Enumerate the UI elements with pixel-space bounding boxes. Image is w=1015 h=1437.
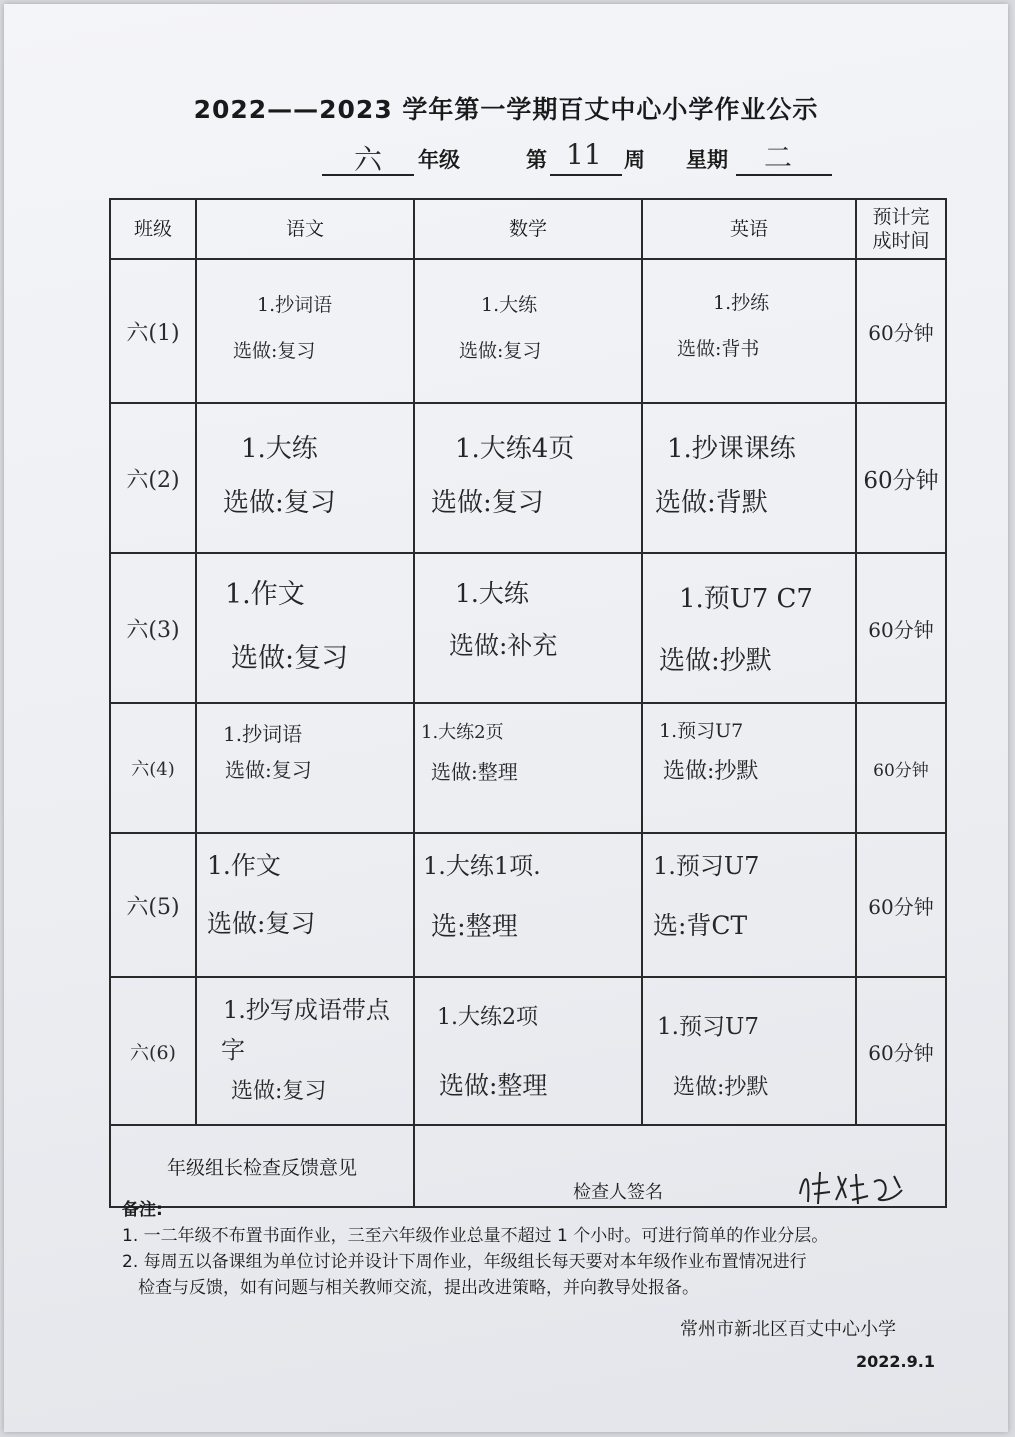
time-cell: 60分钟 — [856, 977, 946, 1125]
time-cell: 60分钟 — [856, 259, 946, 403]
inspector-label: 检查人签名 — [573, 1182, 663, 1203]
english-line-2: 选做:抄默 — [663, 759, 759, 784]
math-line-2: 选做:整理 — [439, 1071, 548, 1100]
chinese-line-1: 1.抄词语 — [257, 294, 333, 316]
chinese-line-2: 选做:复习 — [233, 340, 316, 362]
time-cell: 60分钟 — [856, 403, 946, 553]
homework-table — [109, 198, 947, 1208]
english-cell — [642, 977, 856, 1125]
week-underline — [550, 174, 622, 176]
chinese-line-2: 选做:复习 — [207, 909, 316, 938]
math-cell — [414, 703, 642, 833]
math-line-2: 选:整理 — [431, 912, 518, 942]
math-line-1: 1.大练2页 — [421, 722, 504, 743]
class-cell: 六(3) — [110, 553, 196, 703]
day-value: 二 — [764, 141, 793, 174]
header-english: 英语 — [642, 199, 856, 259]
note-item-1: 1. 一二年级不布置书面作业，三至六年级作业总量不超过 1 个小时。可进行简单的作业分层。 — [122, 1226, 829, 1246]
english-cell — [642, 403, 856, 553]
week-prefix: 第 — [526, 148, 547, 172]
english-line-1: 1.预U7 C7 — [679, 584, 813, 614]
class-cell: 六(4) — [110, 703, 196, 833]
math-cell — [414, 553, 642, 703]
header-time — [856, 199, 946, 259]
note-item-2: 2. 每周五以备课组为单位讨论并设计下周作业，年级组长每天要对本年级作业布置情况进行 — [122, 1252, 807, 1272]
inspector-signature — [794, 1164, 914, 1208]
chinese-cell — [196, 403, 414, 553]
english-line-1: 1.抄练 — [713, 292, 770, 314]
class-cell: 六(6) — [110, 977, 196, 1125]
chinese-cell — [196, 259, 414, 403]
header-time-label: 预计完成时间 — [872, 206, 930, 252]
math-line-1: 1.大练1项. — [423, 852, 541, 880]
english-line-1: 1.预习U7 — [653, 852, 760, 880]
class-cell: 六(1) — [110, 259, 196, 403]
table-row — [110, 833, 946, 977]
table-row — [110, 403, 946, 553]
week-suffix: 周 — [624, 148, 645, 172]
english-line-2: 选:背CT — [653, 911, 748, 940]
english-line-2: 选做:背书 — [677, 338, 760, 360]
table-row — [110, 259, 946, 403]
chinese-line-1: 1.作文 — [207, 851, 281, 880]
chinese-line-2: 选做:复习 — [231, 1079, 327, 1104]
english-line-2: 选做:抄默 — [673, 1075, 769, 1100]
grade-label: 年级 — [418, 148, 460, 172]
school-name: 常州市新北区百丈中心小学 — [680, 1319, 896, 1340]
feedback-label: 年级组长检查反馈意见 — [110, 1125, 414, 1207]
english-cell — [642, 259, 856, 403]
chinese-cell — [196, 703, 414, 833]
math-cell — [414, 833, 642, 977]
week-value: 11 — [566, 138, 602, 171]
page-title: 2022——2023 学年第一学期百丈中心小学作业公示 — [193, 95, 819, 124]
time-cell: 60分钟 — [856, 703, 946, 833]
math-cell — [414, 403, 642, 553]
document-date: 2022.9.1 — [856, 1352, 935, 1371]
header-class: 班级 — [110, 199, 196, 259]
class-cell: 六(5) — [110, 833, 196, 977]
time-cell: 60分钟 — [856, 833, 946, 977]
note-item-2-cont: 检查与反馈，如有问题与相关教师交流，提出改进策略，并向教导处报备。 — [138, 1278, 699, 1298]
chinese-cell — [196, 977, 414, 1125]
class-cell: 六(2) — [110, 403, 196, 553]
table-header-row — [110, 199, 946, 259]
english-line-1: 1.抄课课练 — [667, 434, 796, 464]
math-line-2: 选做:复习 — [431, 488, 544, 518]
header-chinese: 语文 — [196, 199, 414, 259]
document-page — [4, 4, 1008, 1432]
chinese-line-1: 1.抄写成语带点 — [223, 996, 390, 1024]
math-line-2: 选做:整理 — [431, 760, 518, 784]
math-line-1: 1.大练2项 — [437, 1005, 538, 1030]
chinese-line-2: 选做:复习 — [225, 758, 312, 782]
english-line-1: 1.预习U7 — [659, 720, 744, 742]
chinese-line-1: 1.作文 — [225, 579, 305, 610]
math-line-1: 1.大练 — [481, 294, 538, 316]
time-cell: 60分钟 — [856, 553, 946, 703]
math-line-2: 选做:复习 — [459, 340, 542, 362]
english-line-2: 选做:抄默 — [659, 646, 772, 676]
chinese-line-1: 1.抄词语 — [223, 722, 303, 746]
table-row — [110, 977, 946, 1125]
english-line-2: 选做:背默 — [655, 488, 768, 518]
math-cell — [414, 977, 642, 1125]
chinese-line-1-cont: 字 — [221, 1036, 245, 1064]
english-cell — [642, 703, 856, 833]
chinese-line-2: 选做:复习 — [223, 488, 336, 518]
chinese-cell — [196, 553, 414, 703]
header-math: 数学 — [414, 199, 642, 259]
table-row — [110, 553, 946, 703]
math-cell — [414, 259, 642, 403]
math-line-1: 1.大练 — [455, 579, 529, 608]
english-line-1: 1.预习U7 — [657, 1014, 759, 1040]
day-label: 星期 — [686, 148, 728, 172]
table-row — [110, 703, 946, 833]
english-cell — [642, 833, 856, 977]
math-line-2: 选做:补充 — [449, 631, 558, 660]
english-cell — [642, 553, 856, 703]
notes-heading: 备注: — [122, 1200, 163, 1220]
chinese-line-1: 1.大练 — [241, 434, 318, 464]
grade-value: 六 — [354, 143, 383, 176]
chinese-line-2: 选做:复习 — [231, 643, 349, 674]
chinese-cell — [196, 833, 414, 977]
math-line-1: 1.大练4页 — [455, 434, 575, 464]
